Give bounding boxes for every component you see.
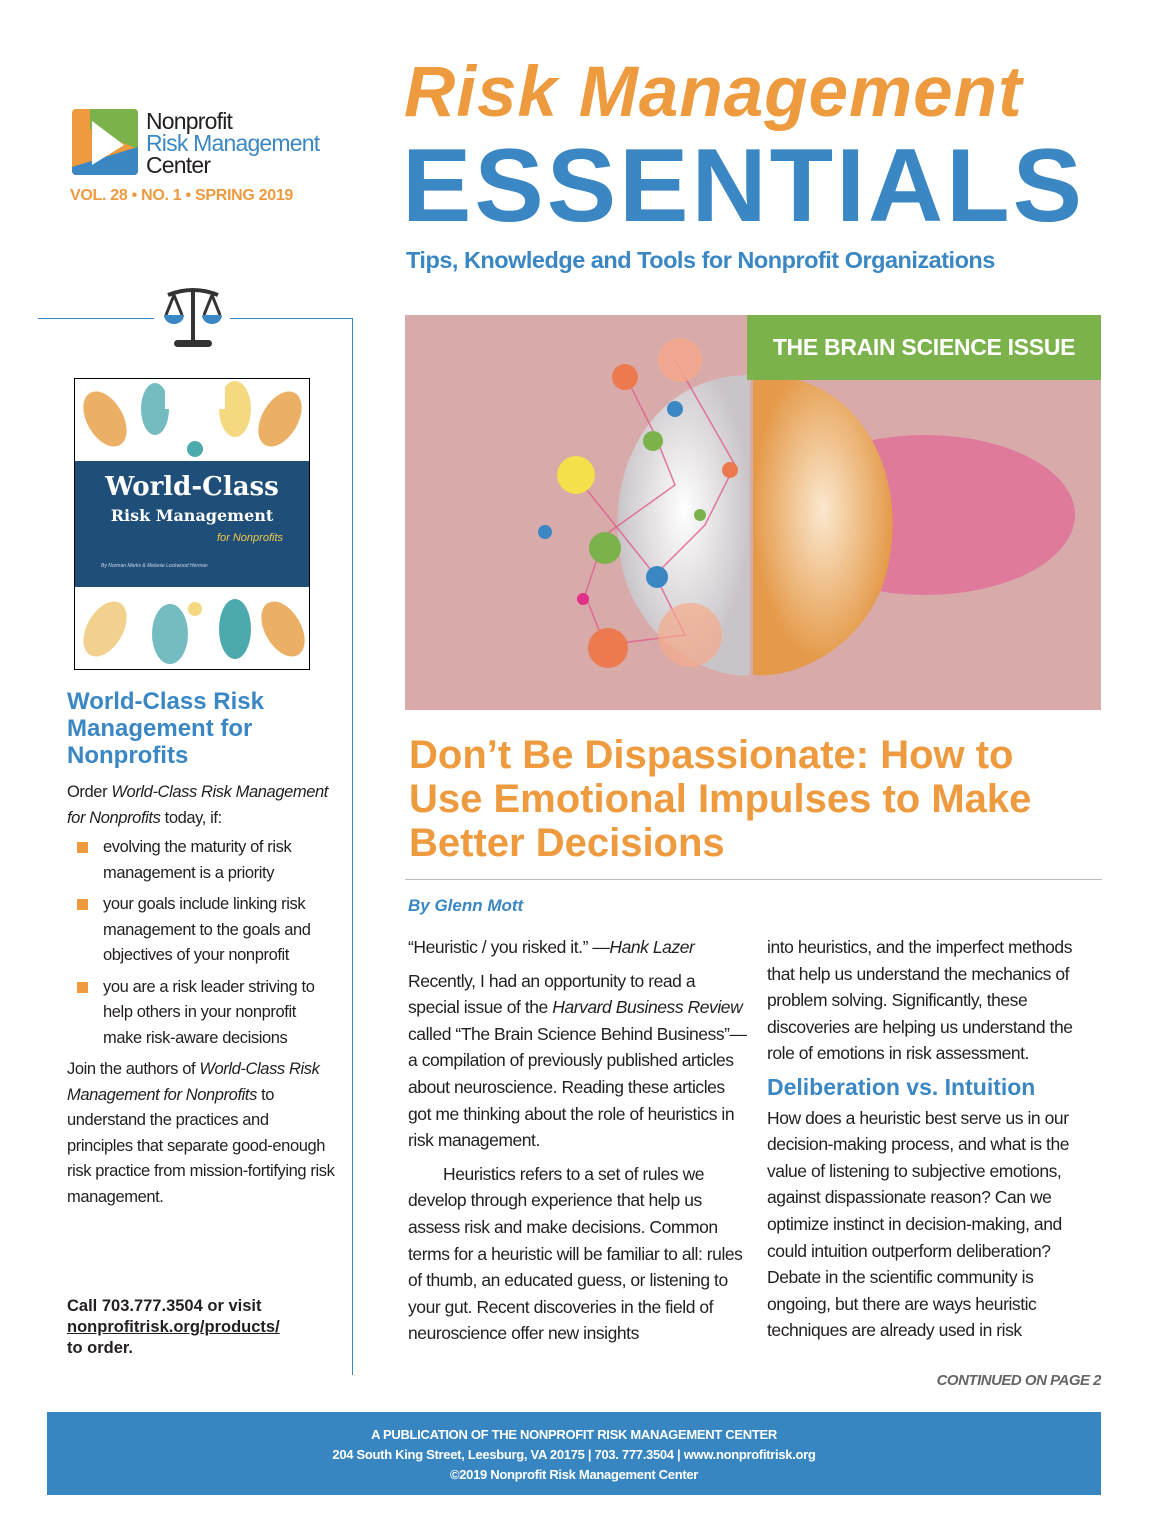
intro-book-title: World-Class Risk Management for Nonprofits (67, 783, 328, 827)
sidebar-intro (67, 780, 337, 831)
sidebar-divider (352, 318, 353, 1375)
nonprofit-logo-icon (72, 109, 138, 175)
list-item: evolving the maturity of risk management is a priority (67, 835, 337, 886)
paragraph-text: Recently, I had an opportunity to read a special issue of the (408, 970, 696, 1018)
logo-text (146, 110, 319, 176)
book-subtitle-2: for Nonprofits (216, 532, 283, 544)
list-item: you are a risk leader striving to help others in your nonprofit make risk-aware decisions (67, 975, 337, 1052)
join-book-title: World-Class Risk Management for Nonprofits (67, 1060, 320, 1104)
article-column-2 (767, 934, 1100, 1351)
book-subtitle: Risk Management (110, 506, 274, 525)
logo-line1: Nonprofit (146, 108, 233, 134)
sidebar-rule-left (38, 318, 154, 319)
intro-text: Order (67, 783, 112, 801)
join-text: Join the authors of (67, 1060, 200, 1078)
masthead-tagline: Tips, Knowledge and Tools for Nonprofit Organizations (406, 247, 995, 273)
paragraph: Heuristics refers to a set of rules we develop through experience that help us assess risk and make decisions. Common terms for a heuristic will be familiar to all: rules of thumb, an educated guess, or listening to your gut. Recent discoveries in the field of neuroscience offer new insights (408, 1163, 743, 1344)
list-item: your goals include linking risk management to the goals and objectives of your nonprofit (67, 892, 337, 969)
footer-contact: 204 South King Street, Leesburg, VA 20175 | 703. 777.3504 | www.nonprofitrisk.org (332, 1447, 816, 1462)
products-link[interactable]: nonprofitrisk.org/products/ (67, 1318, 280, 1336)
sidebar-body (67, 780, 337, 1210)
sidebar-heading: World-Class Risk Management for Nonprofits (67, 688, 264, 769)
title-divider (405, 879, 1102, 880)
scales-icon (162, 285, 224, 349)
intro-text-end: today, if: (160, 808, 222, 827)
paragraph (408, 968, 748, 1154)
book-cover-image[interactable] (74, 378, 310, 670)
continued-link[interactable]: CONTINUED ON PAGE 2 (936, 1372, 1101, 1389)
masthead-title-main: ESSENTIALS (402, 128, 1085, 244)
book-authors: By Norman Marks & Melanie Lockwood Herman (101, 563, 208, 569)
footer-publisher: A PUBLICATION OF THE NONPROFIT RISK MANAGEMENT CENTER (371, 1427, 777, 1442)
paragraph: How does a heuristic best serve us in our decision-making process, and what is the value of listening to subjective emotions, against dispassionate reason? Can we optimize instinct in decision-making, and could intuition outperform deliberation? Debate in the scientific community is ongoing, but there are ways heuristic techniques are already used in risk (767, 1107, 1070, 1341)
order-call-to-action (67, 1296, 337, 1359)
section-heading: Deliberation vs. Intuition (767, 1073, 1036, 1100)
article-column-1 (408, 934, 748, 1354)
footer-copyright: ©2019 Nonprofit Risk Management Center (449, 1467, 699, 1482)
call-text-end: to order. (67, 1339, 134, 1357)
epigraph-quote: “Heuristic / you risked it.” (408, 937, 593, 957)
hero-image (405, 315, 1101, 710)
logo-line3: Center (146, 152, 211, 178)
masthead-title-top: Risk Management (404, 53, 1023, 132)
volume-info: VOL. 28 • NO. 1 • SPRING 2019 (70, 187, 294, 204)
logo-line2: Risk Management (146, 130, 320, 156)
article-byline: By Glenn Mott (408, 896, 524, 915)
paragraph: into heuristics, and the imperfect methods that help us understand the mechanics of problem solving. Significantly, these discoveries are helping us understand the role of emotions in risk assessment. (767, 937, 1073, 1064)
paragraph-text: called “The Brain Science Behind Business”—a compilation of previously published articles about neuroscience. Reading these articles got me thinking about the role of heuristics in risk management. (408, 1023, 747, 1151)
epigraph-attribution: —Hank Lazer (592, 937, 695, 957)
sidebar-rule-right (230, 318, 353, 319)
sidebar-join (67, 1057, 337, 1210)
call-text: Call 703.777.3504 or visit (67, 1297, 262, 1315)
sidebar-bullet-list (67, 835, 337, 1051)
book-title: World-Class (105, 472, 279, 502)
footer (47, 1412, 1101, 1495)
article-title: Don’t Be Dispassionate: How to Use Emotional Impulses to Make Better Decisions (409, 733, 1032, 865)
join-text-end: to understand the practices and principles that separate good-enough risk practice from mission-fortifying risk management. (67, 1085, 335, 1206)
epigraph (408, 934, 748, 961)
issue-banner: THE BRAIN SCIENCE ISSUE (747, 315, 1101, 380)
publication-name: Harvard Business Review (552, 997, 743, 1018)
